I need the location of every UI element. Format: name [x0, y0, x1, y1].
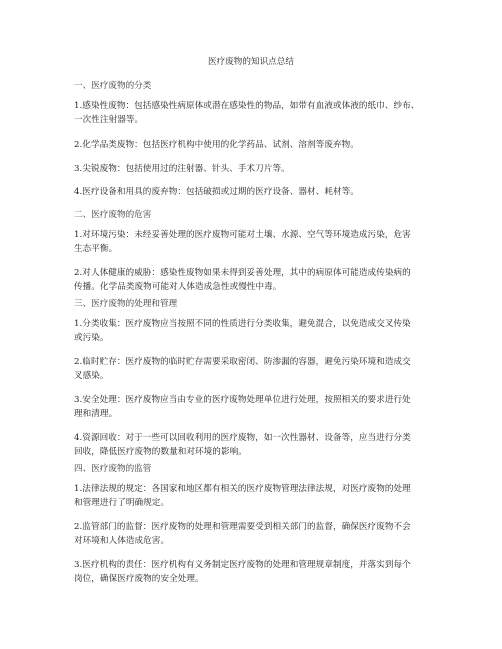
section-heading-classification: 一、医疗废物的分类 — [74, 81, 152, 91]
paragraph-temporary-storage: 2.临时贮存：医疗废物的临时贮存需要采取密闭、防渗漏的容器，避免污染环境和造成交 叉感染。 — [74, 357, 411, 381]
document-title: 医疗废物的知识点总结 — [208, 57, 294, 67]
paragraph-chemical-waste: 2.化学品类废物：包括医疗机构中使用的化学药品、试剂、溶剂等废弃物。 — [74, 140, 359, 150]
paragraph-infectious-waste: 1.感染性废物：包括感染性病原体或潜在感染性的物品，如带有血液或体液的纸巾、纱布、 一次性注射器等。 — [74, 101, 420, 125]
paragraph-equipment-waste: 4.医疗设备和用具的废弃物：包括破损或过期的医疗设备、器材、耗材等。 — [74, 187, 359, 197]
paragraph-safe-disposal: 3.安全处理：医疗废物应当由专业的医疗废物处理单位进行处理，按照相关的要求进行处 理和清理。 — [74, 395, 411, 419]
paragraph-sharps-waste: 3.尖锐废物：包括使用过的注射器、针头、手术刀片等。 — [74, 164, 290, 174]
paragraph-environmental-pollution: 1.对环境污染：未经妥善处理的医疗废物可能对土壤、水源、空气等环境造成污染，危害 生态平衡。 — [74, 230, 411, 254]
paragraph-institution-responsibility: 3.医疗机构的责任：医疗机构有义务制定医疗废物的处理和管理规章制度，并落实到每个 岗位，确保医疗废物的安全处理。 — [74, 560, 411, 584]
paragraph-resource-recovery: 4.资源回收：对于一些可以回收利用的医疗废物，如一次性器材、设备等，应当进行分类 回收，降低医疗废物的数量和对环境的影响。 — [74, 433, 411, 457]
section-heading-supervision: 四、医疗废物的监管 — [74, 464, 152, 474]
section-heading-hazards: 二、医疗废物的危害 — [74, 210, 152, 220]
paragraph-sorted-collection: 1.分类收集：医疗废物应当按照不同的性质进行分类收集，避免混合，以免造成交叉传染 或污染。 — [74, 319, 411, 343]
paragraph-health-threat: 2.对人体健康的威胁：感染性废物如果未得到妥善处理，其中的病原体可能造成传染病的 传播。化学品类废物可能对人体造成急性或慢性中毒。 — [74, 268, 411, 292]
paragraph-laws-regulations: 1.法律法规的规定：各国家和地区都有相关的医疗废物管理法律法规，对医疗废物的处理 和管理进行了明确规定。 — [74, 484, 411, 508]
section-heading-handling: 三、医疗废物的处理和管理 — [74, 299, 178, 309]
paragraph-department-oversight: 2.监管部门的监督：医疗废物的处理和管理需要受到相关部门的监督，确保医疗废物不会 对环境和人体造成危害。 — [74, 522, 411, 546]
